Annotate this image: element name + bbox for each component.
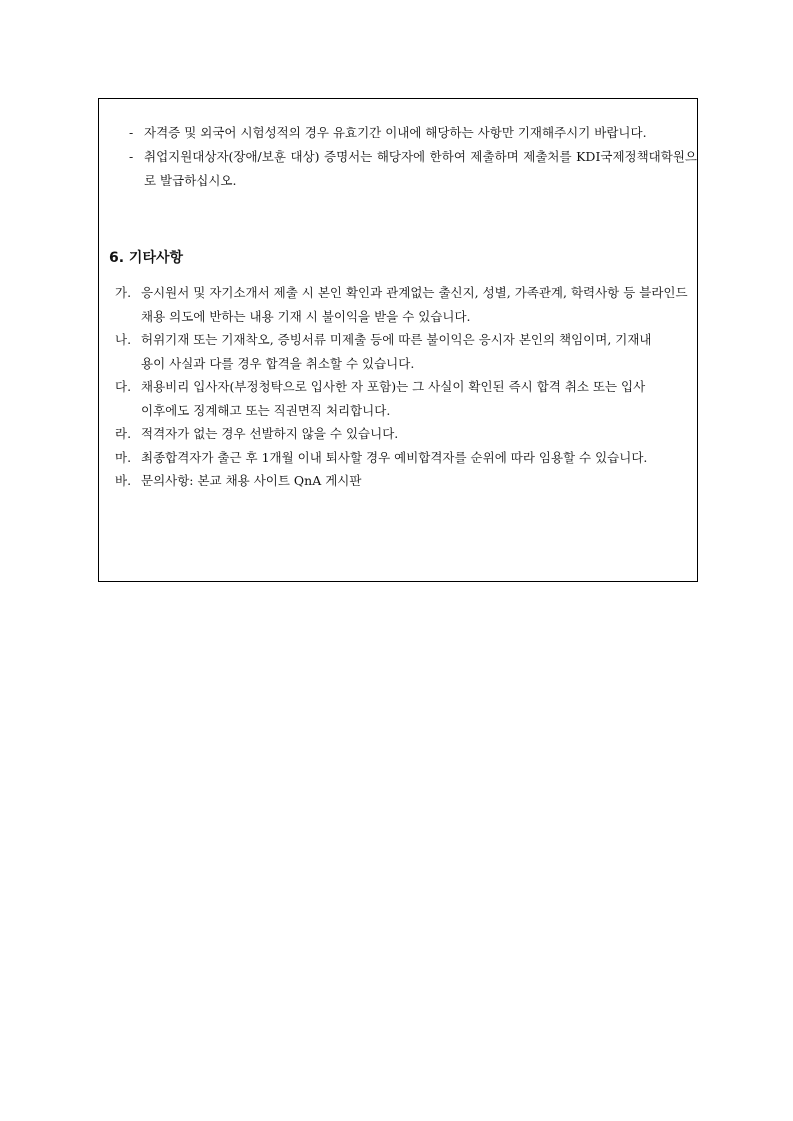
section-title: 6. 기타사항: [109, 250, 184, 266]
item-marker: 다.: [115, 379, 132, 394]
submission-notes: [129, 121, 697, 193]
note-text: 자격증 및 외국어 시험성적의 경우 유효기간 이내에 해당하는 사항만 기재해주시기 바랍니다.: [144, 125, 647, 140]
note-dash: -: [129, 149, 134, 164]
notice-box: [98, 98, 698, 582]
item-marker: 라.: [115, 426, 132, 441]
other-matters-list: [115, 281, 691, 493]
note-employment-support-certificate: [129, 145, 697, 193]
item-text: 적격자가 없는 경우 선발하지 않을 수 있습니다.: [141, 426, 399, 441]
note-text: 취업지원대상자(장애/보훈 대상) 증명서는 해당자에 한하여 제출하며 제출처를 KDI국제정책대학원으로 발급하십시오.: [144, 149, 697, 188]
item-marker: 바.: [115, 473, 132, 488]
list-item: [115, 375, 661, 422]
list-item: [115, 328, 661, 375]
item-text: 응시원서 및 자기소개서 제출 시 본인 확인과 관계없는 출신지, 성별, 가족관계, 학력사항 등 블라인드 채용 의도에 반하는 내용 기재 시 불이익을 받을 수 있습니다.: [141, 285, 688, 324]
list-item: [115, 281, 689, 328]
item-marker: 나.: [115, 332, 132, 347]
item-text: 채용비리 입사자(부정청탁으로 입사한 자 포함)는 그 사실이 확인된 즉시 합격 취소 또는 입사 이후에도 징계해고 또는 직권면직 처리합니다.: [141, 379, 646, 418]
item-marker: 마.: [115, 449, 132, 465]
list-item: [115, 422, 691, 446]
item-text: 최종합격자가 출근 후 1개월 이내 퇴사할 경우 예비합격자를 순위에 따라 임용할 수 있습니다.: [141, 449, 648, 465]
note-dash: -: [129, 125, 134, 140]
item-text: 허위기재 또는 기재착오, 증빙서류 미제출 등에 따른 불이익은 응시자 본인의 책임이며, 기재내용이 사실과 다를 경우 합격을 취소할 수 있습니다.: [141, 332, 652, 371]
item-text: 문의사항: 본교 채용 사이트 QnA 게시판: [141, 473, 362, 488]
list-item: [115, 446, 717, 470]
list-item: [115, 469, 691, 493]
item-marker: 가.: [115, 285, 132, 300]
note-certificate-validity: [129, 121, 697, 145]
